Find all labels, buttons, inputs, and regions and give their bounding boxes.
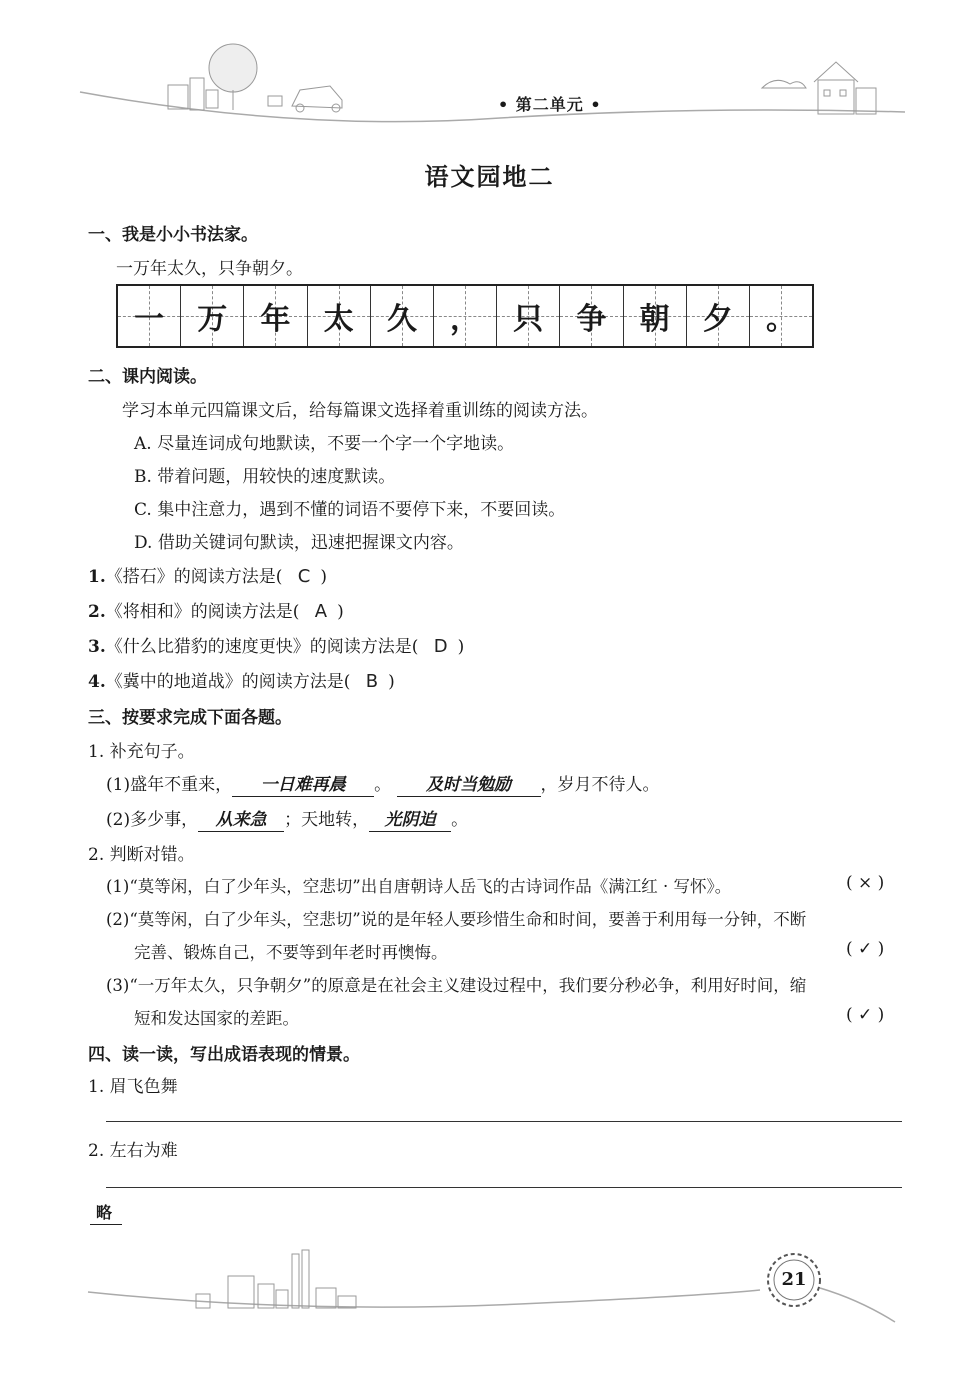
section3-heading: 三、按要求完成下面各题。 [88, 708, 292, 728]
grid-cell: 万 [181, 286, 244, 346]
grid-cell: 只 [497, 286, 560, 346]
answer-value: B [365, 671, 379, 692]
judgement-mark: ( × ) [846, 873, 885, 893]
question-row: 2.《将相和》的阅读方法是( A ) [88, 601, 344, 622]
calligraphy-grid [116, 284, 814, 348]
question-row: 3.《什么比猎豹的速度更快》的阅读方法是( D ) [88, 636, 465, 657]
fill-sentence-1: (1)盛年不重来， 一日难再晨 。 及时当勉励 ，岁月不待人。 [106, 770, 660, 797]
page-title: 语文园地二 [424, 162, 555, 191]
judgement-item-2: (2)“莫等闲，白了少年头，空悲切”说的是年轻人要珍惜生命和时间，要善于利用每一分钟，不断 [106, 910, 807, 929]
judgement-item-1: (1)“莫等闲，白了少年头，空悲切”出自唐朝诗人岳飞的古诗词作品《满江红 · 写怀》。 [106, 877, 732, 896]
grid-cell: 一 [118, 286, 181, 346]
option-d: D. 借助关键词句默读，迅速把握课文内容。 [134, 533, 464, 553]
header-decoration [0, 40, 979, 140]
option-b: B. 带着问题，用较快的速度默读。 [134, 467, 396, 487]
grid-cell: 太 [308, 286, 371, 346]
handwritten-answer: 从来急 [198, 805, 284, 832]
option-c: C. 集中注意力，遇到不懂的词语不要停下来，不要回读。 [134, 500, 566, 520]
footer-decoration [0, 1240, 979, 1340]
idiom-item-2: 2. 左右为难 [88, 1141, 178, 1161]
handwritten-answer: 及时当勉励 [397, 770, 541, 797]
question-row: 1.《搭石》的阅读方法是( C ) [88, 566, 328, 587]
grid-cell: 争 [560, 286, 623, 346]
section2-heading: 二、课内阅读。 [88, 367, 207, 387]
answer-value: C [297, 566, 311, 587]
grid-cell: 久 [371, 286, 434, 346]
section4-heading: 四、读一读，写出成语表现的情景。 [88, 1045, 360, 1065]
unit-title: • 第二单元 • [498, 95, 602, 114]
question-row: 4.《冀中的地道战》的阅读方法是( B ) [88, 671, 395, 692]
calligraphy-prompt: 一万年太久，只争朝夕。 [116, 259, 303, 279]
judgement-mark: ( ✓ ) [846, 1005, 885, 1025]
judgement-item-2-cont: 完善、锻炼自己，不要等到年老时再懊悔。 [134, 943, 448, 962]
section1-heading: 一、我是小小书法家。 [88, 225, 258, 245]
fill-sentence-2: (2)多少事， 从来急 ；天地转， 光阴迫 。 [106, 805, 468, 832]
grid-cell: 朝 [624, 286, 687, 346]
answer-line [106, 1187, 902, 1188]
grid-cell: 夕 [687, 286, 750, 346]
grid-cell: 年 [244, 286, 307, 346]
q1-title: 1. 补充句子。 [88, 742, 195, 762]
option-a: A. 尽量连词成句地默读，不要一个字一个字地读。 [134, 434, 515, 454]
grid-cell: ， [434, 286, 497, 346]
answer-value: A [314, 601, 328, 622]
idiom-item-1: 1. 眉飞色舞 [88, 1077, 178, 1097]
handwritten-answer: 一日难再晨 [232, 770, 374, 797]
q2-title: 2. 判断对错。 [88, 845, 195, 865]
grid-cell: 。 [750, 286, 812, 346]
judgement-item-3: (3)“一万年太久，只争朝夕”的原意是在社会主义建设过程中，我们要分秒必争，利用好时间，缩 [106, 976, 807, 995]
section2-intro: 学习本单元四篇课文后，给每篇课文选择着重训练的阅读方法。 [122, 401, 598, 421]
answer-note: 略 [90, 1200, 122, 1225]
handwritten-answer: 光阴迫 [369, 805, 451, 832]
answer-line [106, 1121, 902, 1122]
page-number: 21 [781, 1269, 807, 1290]
judgement-item-3-cont: 短和发达国家的差距。 [134, 1009, 299, 1028]
answer-value: D [433, 636, 448, 657]
judgement-mark: ( ✓ ) [846, 939, 885, 959]
